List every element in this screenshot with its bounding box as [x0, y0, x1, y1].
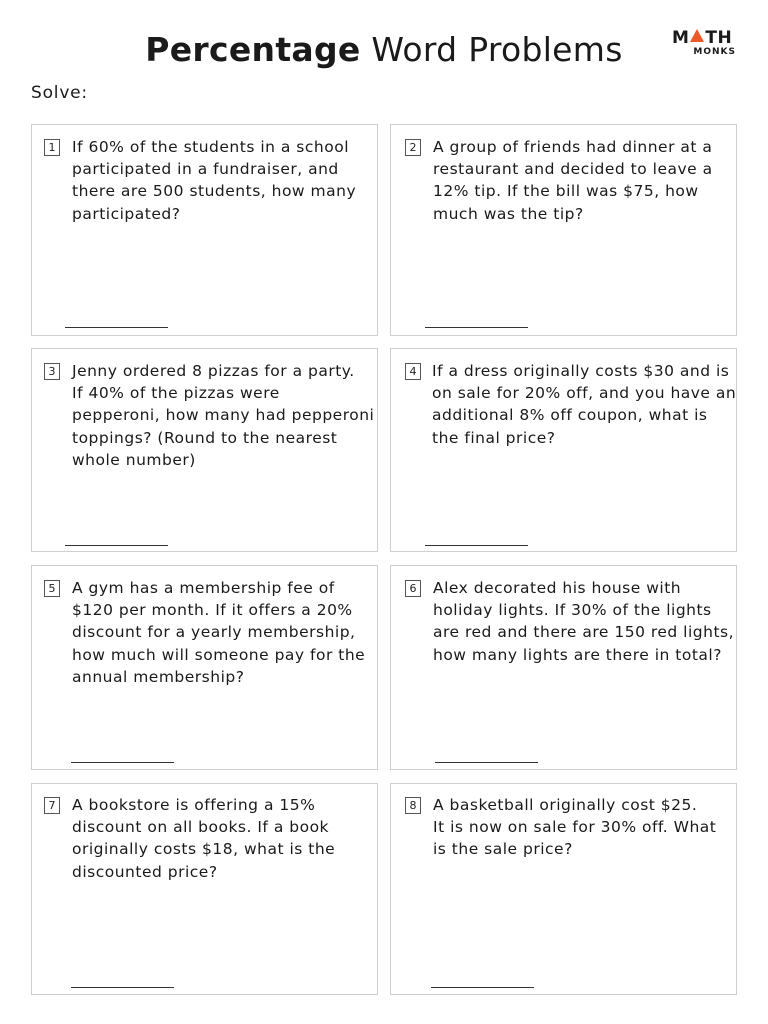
problem-text-line: If a dress originally costs $30 and is [432, 362, 730, 380]
answer-line[interactable] [65, 327, 168, 328]
problem-text-line: discounted price? [72, 862, 218, 881]
problem-text [433, 577, 734, 666]
page-title [0, 30, 768, 70]
answer-line[interactable] [65, 545, 168, 546]
problem-text-line: Alex decorated his house with [433, 579, 682, 597]
problem-card-4 [390, 348, 737, 552]
problem-text [72, 794, 335, 883]
problem-number-badge: 5 [44, 580, 60, 597]
answer-line[interactable] [431, 987, 534, 988]
problem-text-line: Jenny ordered 8 pizzas for a party. [72, 362, 355, 380]
problem-text-line: toppings? (Round to the nearest [72, 428, 338, 447]
answer-line[interactable] [435, 762, 538, 763]
problem-text [433, 794, 716, 861]
problem-number-badge: 6 [405, 580, 421, 597]
answer-line[interactable] [71, 987, 174, 988]
problem-number-badge: 2 [405, 139, 421, 156]
problem-text [433, 136, 713, 225]
problem-text-line: how many lights are there in total? [433, 645, 722, 664]
problem-text-line: annual membership? [72, 667, 245, 686]
instruction-label: Solve: [31, 83, 88, 103]
problem-number-badge: 1 [44, 139, 60, 156]
problem-text-line: are red and there are 150 red lights, [433, 623, 735, 642]
problem-text-line: $120 per month. If it offers a 20% [72, 601, 353, 620]
logo-text-right: TH [705, 28, 733, 48]
problem-text-line: A gym has a membership fee of [72, 579, 335, 597]
title-rest: Word Problems [371, 30, 623, 69]
problem-text [72, 136, 356, 225]
problem-text-line: If 60% of the students in a school [72, 138, 349, 156]
problem-card-2 [390, 124, 737, 336]
triangle-icon [690, 29, 704, 42]
problem-card-7 [31, 783, 378, 995]
math-monks-logo [672, 29, 740, 59]
problem-text-line: on sale for 20% off, and you have an [432, 384, 737, 403]
problem-text-line: restaurant and decided to leave a [433, 160, 713, 179]
problem-text [72, 577, 365, 688]
problem-text-line: is the sale price? [433, 840, 573, 859]
problem-card-1 [31, 124, 378, 336]
problem-number-badge: 8 [405, 797, 421, 814]
problem-text [72, 360, 374, 471]
problem-card-3 [31, 348, 378, 552]
problem-text-line: 12% tip. If the bill was $75, how [433, 182, 699, 201]
logo-subtext: MONKS [693, 47, 736, 57]
answer-line[interactable] [71, 762, 174, 763]
problem-number-badge: 3 [44, 363, 60, 380]
problem-text-line: how much will someone pay for the [72, 645, 366, 664]
problem-text-line: the final price? [432, 428, 556, 447]
problem-text-line: A group of friends had dinner at a [433, 138, 713, 156]
problem-text-line: A basketball originally cost $25. [433, 796, 698, 814]
problem-number-badge: 7 [44, 797, 60, 814]
problem-text-line: discount on all books. If a book [72, 818, 330, 837]
answer-line[interactable] [425, 327, 528, 328]
problem-text-line: If 40% of the pizzas were [72, 384, 280, 403]
problem-text-line: originally costs $18, what is the [72, 840, 336, 859]
problem-number-badge: 4 [405, 363, 421, 380]
problem-text-line: It is now on sale for 30% off. What [433, 818, 717, 837]
problem-card-8 [390, 783, 737, 995]
problem-text-line: discount for a yearly membership, [72, 623, 356, 642]
problem-text-line: pepperoni, how many had pepperoni [72, 406, 375, 425]
problem-text-line: additional 8% off coupon, what is [432, 406, 708, 425]
problem-card-6 [390, 565, 737, 770]
title-bold: Percentage [145, 30, 361, 69]
problem-text-line: much was the tip? [433, 204, 584, 223]
logo-text-left: M [672, 28, 690, 48]
problem-text [432, 360, 736, 449]
logo-wordmark [672, 29, 740, 47]
problem-card-5 [31, 565, 378, 770]
answer-line[interactable] [425, 545, 528, 546]
problem-text-line: holiday lights. If 30% of the lights [433, 601, 712, 620]
problem-text-line: participated in a fundraiser, and [72, 160, 339, 179]
problem-text-line: A bookstore is offering a 15% [72, 796, 316, 814]
problem-text-line: participated? [72, 204, 181, 223]
problem-text-line: whole number) [72, 450, 196, 469]
problem-text-line: there are 500 students, how many [72, 182, 357, 201]
